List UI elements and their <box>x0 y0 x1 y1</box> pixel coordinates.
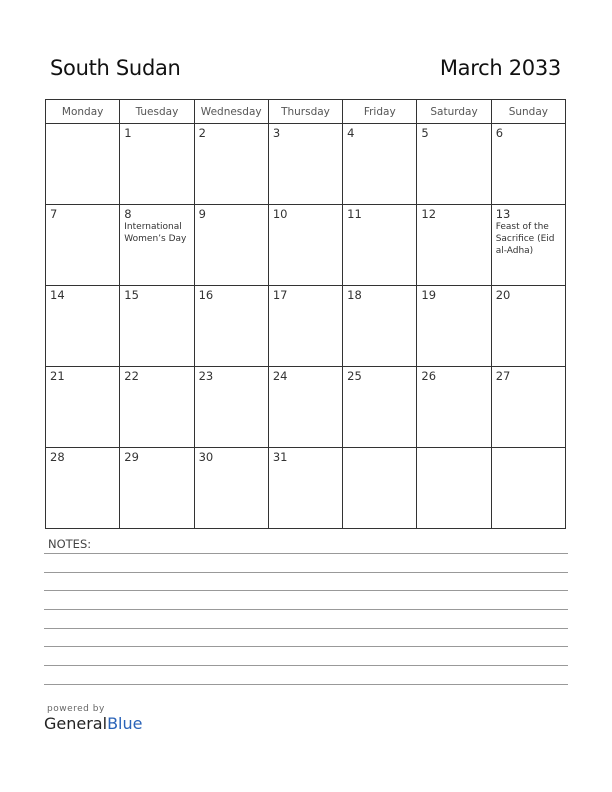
day-number: 19 <box>421 288 437 302</box>
week-row <box>46 205 566 286</box>
day-number: 3 <box>272 126 281 140</box>
note-line <box>44 572 568 573</box>
day-number: 8 <box>124 207 132 221</box>
day-cell <box>343 124 417 205</box>
day-number: 30 <box>198 450 214 464</box>
day-cell <box>491 286 565 367</box>
day-number: 5 <box>421 126 429 140</box>
day-cell <box>120 124 194 205</box>
day-cell <box>268 286 342 367</box>
day-number: 29 <box>124 450 139 464</box>
day-number: 6 <box>495 126 504 140</box>
logo-general: General <box>44 714 108 733</box>
day-cell <box>194 124 268 205</box>
day-cell <box>343 286 417 367</box>
note-line <box>44 646 568 647</box>
holiday-label: International Women’s Day <box>124 222 187 244</box>
empty-day-cell <box>417 448 491 529</box>
day-cell <box>343 367 417 448</box>
weekday-header: Sunday <box>491 100 565 124</box>
day-number: 4 <box>347 126 355 140</box>
weekday-header: Saturday <box>417 100 491 124</box>
weekday-header: Wednesday <box>194 100 268 124</box>
note-line <box>44 684 568 685</box>
day-cell <box>268 205 342 286</box>
calendar-grid <box>45 99 566 529</box>
day-cell <box>417 205 491 286</box>
weekday-header-row <box>46 100 566 124</box>
notes-label: NOTES: <box>48 537 92 551</box>
day-number: 23 <box>198 369 214 383</box>
day-cell <box>46 448 120 529</box>
day-number: 25 <box>347 369 362 383</box>
day-number: 26 <box>421 369 437 383</box>
day-cell <box>120 448 194 529</box>
empty-day-cell <box>491 448 565 529</box>
day-number: 1 <box>124 126 132 140</box>
day-number: 17 <box>272 288 288 302</box>
day-number: 13 <box>495 207 511 221</box>
empty-day-cell <box>343 448 417 529</box>
day-number: 20 <box>495 288 511 302</box>
day-number: 22 <box>124 369 139 383</box>
day-cell <box>491 124 565 205</box>
day-cell <box>120 367 194 448</box>
day-cell <box>491 205 565 286</box>
day-number: 11 <box>347 207 362 221</box>
day-number: 16 <box>198 288 214 302</box>
country-title: South Sudan <box>50 56 181 80</box>
day-cell <box>491 367 565 448</box>
weekday-header: Monday <box>46 100 120 124</box>
day-number: 15 <box>124 288 139 302</box>
week-row <box>46 124 566 205</box>
holiday-label: Feast of the Sacrifice (Eid al-Adha) <box>495 222 555 256</box>
day-number: 9 <box>198 207 206 221</box>
day-number: 24 <box>272 369 288 383</box>
note-line <box>44 628 568 629</box>
day-number: 14 <box>50 288 65 302</box>
week-row <box>46 448 566 529</box>
day-cell <box>417 286 491 367</box>
day-cell <box>268 367 342 448</box>
note-line <box>44 590 568 591</box>
day-cell <box>194 367 268 448</box>
day-cell <box>194 286 268 367</box>
day-cell <box>268 124 342 205</box>
day-number: 27 <box>495 369 511 383</box>
day-number: 12 <box>421 207 437 221</box>
day-cell <box>46 286 120 367</box>
weekday-header: Friday <box>343 100 417 124</box>
day-number: 21 <box>50 369 65 383</box>
day-cell <box>120 286 194 367</box>
empty-day-cell <box>46 124 120 205</box>
note-line <box>44 553 568 554</box>
day-cell <box>194 448 268 529</box>
day-number: 18 <box>347 288 362 302</box>
generalblue-logo <box>44 714 142 733</box>
day-cell <box>417 367 491 448</box>
day-cell <box>194 205 268 286</box>
brand-logo[interactable] <box>44 704 142 733</box>
day-cell <box>120 205 194 286</box>
day-number: 31 <box>272 450 288 464</box>
note-line <box>44 609 568 610</box>
day-cell <box>343 205 417 286</box>
day-cell <box>268 448 342 529</box>
day-number: 2 <box>198 126 206 140</box>
weekday-header: Tuesday <box>120 100 194 124</box>
day-cell <box>46 205 120 286</box>
month-year-title: March 2033 <box>439 56 561 80</box>
weekday-header: Thursday <box>268 100 342 124</box>
week-row <box>46 286 566 367</box>
day-number: 28 <box>50 450 65 464</box>
powered-by-text: powered by <box>47 704 105 714</box>
day-number: 10 <box>272 207 288 221</box>
day-cell <box>417 124 491 205</box>
note-line <box>44 665 568 666</box>
logo-blue: Blue <box>107 714 143 733</box>
day-cell <box>46 367 120 448</box>
week-row <box>46 367 566 448</box>
day-number: 7 <box>50 207 58 221</box>
